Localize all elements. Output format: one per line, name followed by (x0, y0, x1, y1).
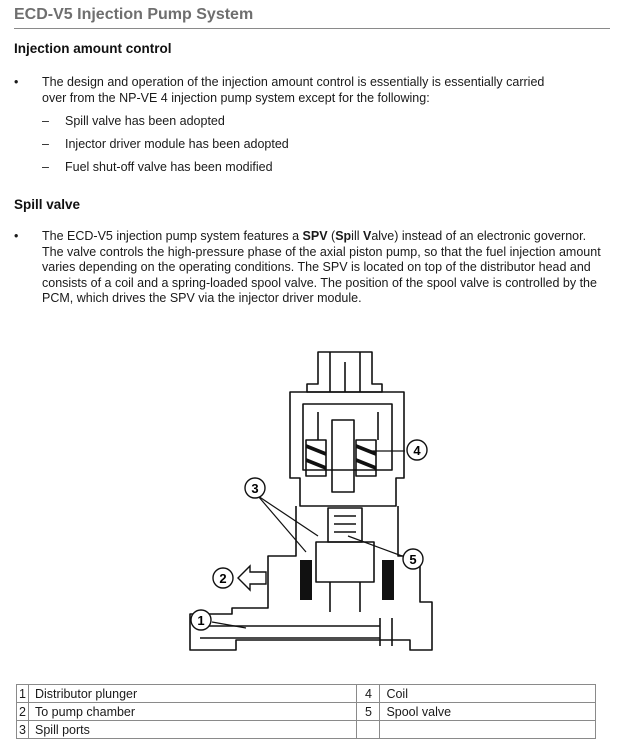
section-heading-spill-valve: Spill valve (14, 197, 81, 212)
table-row (17, 703, 596, 721)
term-spv: SPV (302, 229, 328, 243)
callout-1 (191, 610, 211, 630)
dash-icon: – (42, 114, 49, 128)
term-sp: Sp (335, 229, 352, 243)
legend-label (380, 721, 596, 739)
page-title: ECD-V5 Injection Pump System (14, 6, 254, 23)
paragraph-text: ill (351, 229, 363, 243)
paragraph-text: alve (371, 229, 395, 243)
sub-list-text: Injector driver module has been adopted (65, 137, 289, 151)
callout-2 (213, 568, 233, 588)
paragraph-text: ( (327, 229, 336, 243)
sub-list-text: Fuel shut-off valve has been modified (65, 160, 273, 174)
section-heading-injection: Injection amount control (14, 41, 172, 56)
term-v: V (362, 229, 372, 243)
callout-3 (245, 478, 265, 498)
callout-label: 3 (251, 481, 259, 496)
table-row (17, 685, 596, 703)
legend-number (357, 721, 380, 739)
legend-label: To pump chamber (29, 703, 357, 721)
flow-arrow-icon (238, 566, 266, 590)
legend-number: 3 (17, 721, 29, 739)
callout-label: 2 (219, 571, 227, 586)
callout-4 (407, 440, 427, 460)
callout-label: 4 (413, 443, 421, 458)
legend-label: Spill ports (29, 721, 357, 739)
legend-label: Distributor plunger (29, 685, 357, 703)
leader-lines (212, 451, 405, 628)
callout-label: 1 (197, 613, 205, 628)
legend-table (16, 684, 596, 739)
legend-number: 4 (357, 685, 380, 703)
dash-icon: – (42, 160, 49, 174)
sub-list-text: Spill valve has been adopted (65, 114, 225, 128)
pump-hatching (300, 444, 394, 600)
paragraph-text: ) instead of an electronic governor. The valve controls the high-pressure phase of the axial piston pump, so that the fuel injection amount varies depending on the operating conditions. The SPV is located on top of the distributor head and consists of a coil and a spring-loaded spool valve. The position of the spool valve is controlled by the PCM, which drives the SPV via the injector driver module. (42, 229, 601, 305)
paragraph-text: The ECD-V5 injection pump system features a (42, 229, 303, 243)
table-row (17, 721, 596, 739)
pump-body-outline (190, 352, 432, 650)
bullet-icon: • (14, 75, 19, 89)
bullet-text-line: The design and operation of the injection amount control is essentially is essentially carried (42, 75, 545, 89)
legend-label: Coil (380, 685, 596, 703)
spill-valve-diagram (172, 338, 462, 673)
callout-label: 5 (409, 552, 417, 567)
legend-number: 2 (17, 703, 29, 721)
bullet-text (42, 75, 604, 106)
callout-5 (403, 549, 423, 569)
legend-number: 1 (17, 685, 29, 703)
title-rule (14, 28, 610, 29)
bullet-text-line: over from the NP-VE 4 injection pump system except for the following: (42, 90, 430, 105)
bullet-text (42, 229, 602, 307)
legend-number: 5 (357, 703, 380, 721)
dash-icon: – (42, 137, 49, 151)
bullet-icon: • (14, 229, 19, 243)
legend-label: Spool valve (380, 703, 596, 721)
